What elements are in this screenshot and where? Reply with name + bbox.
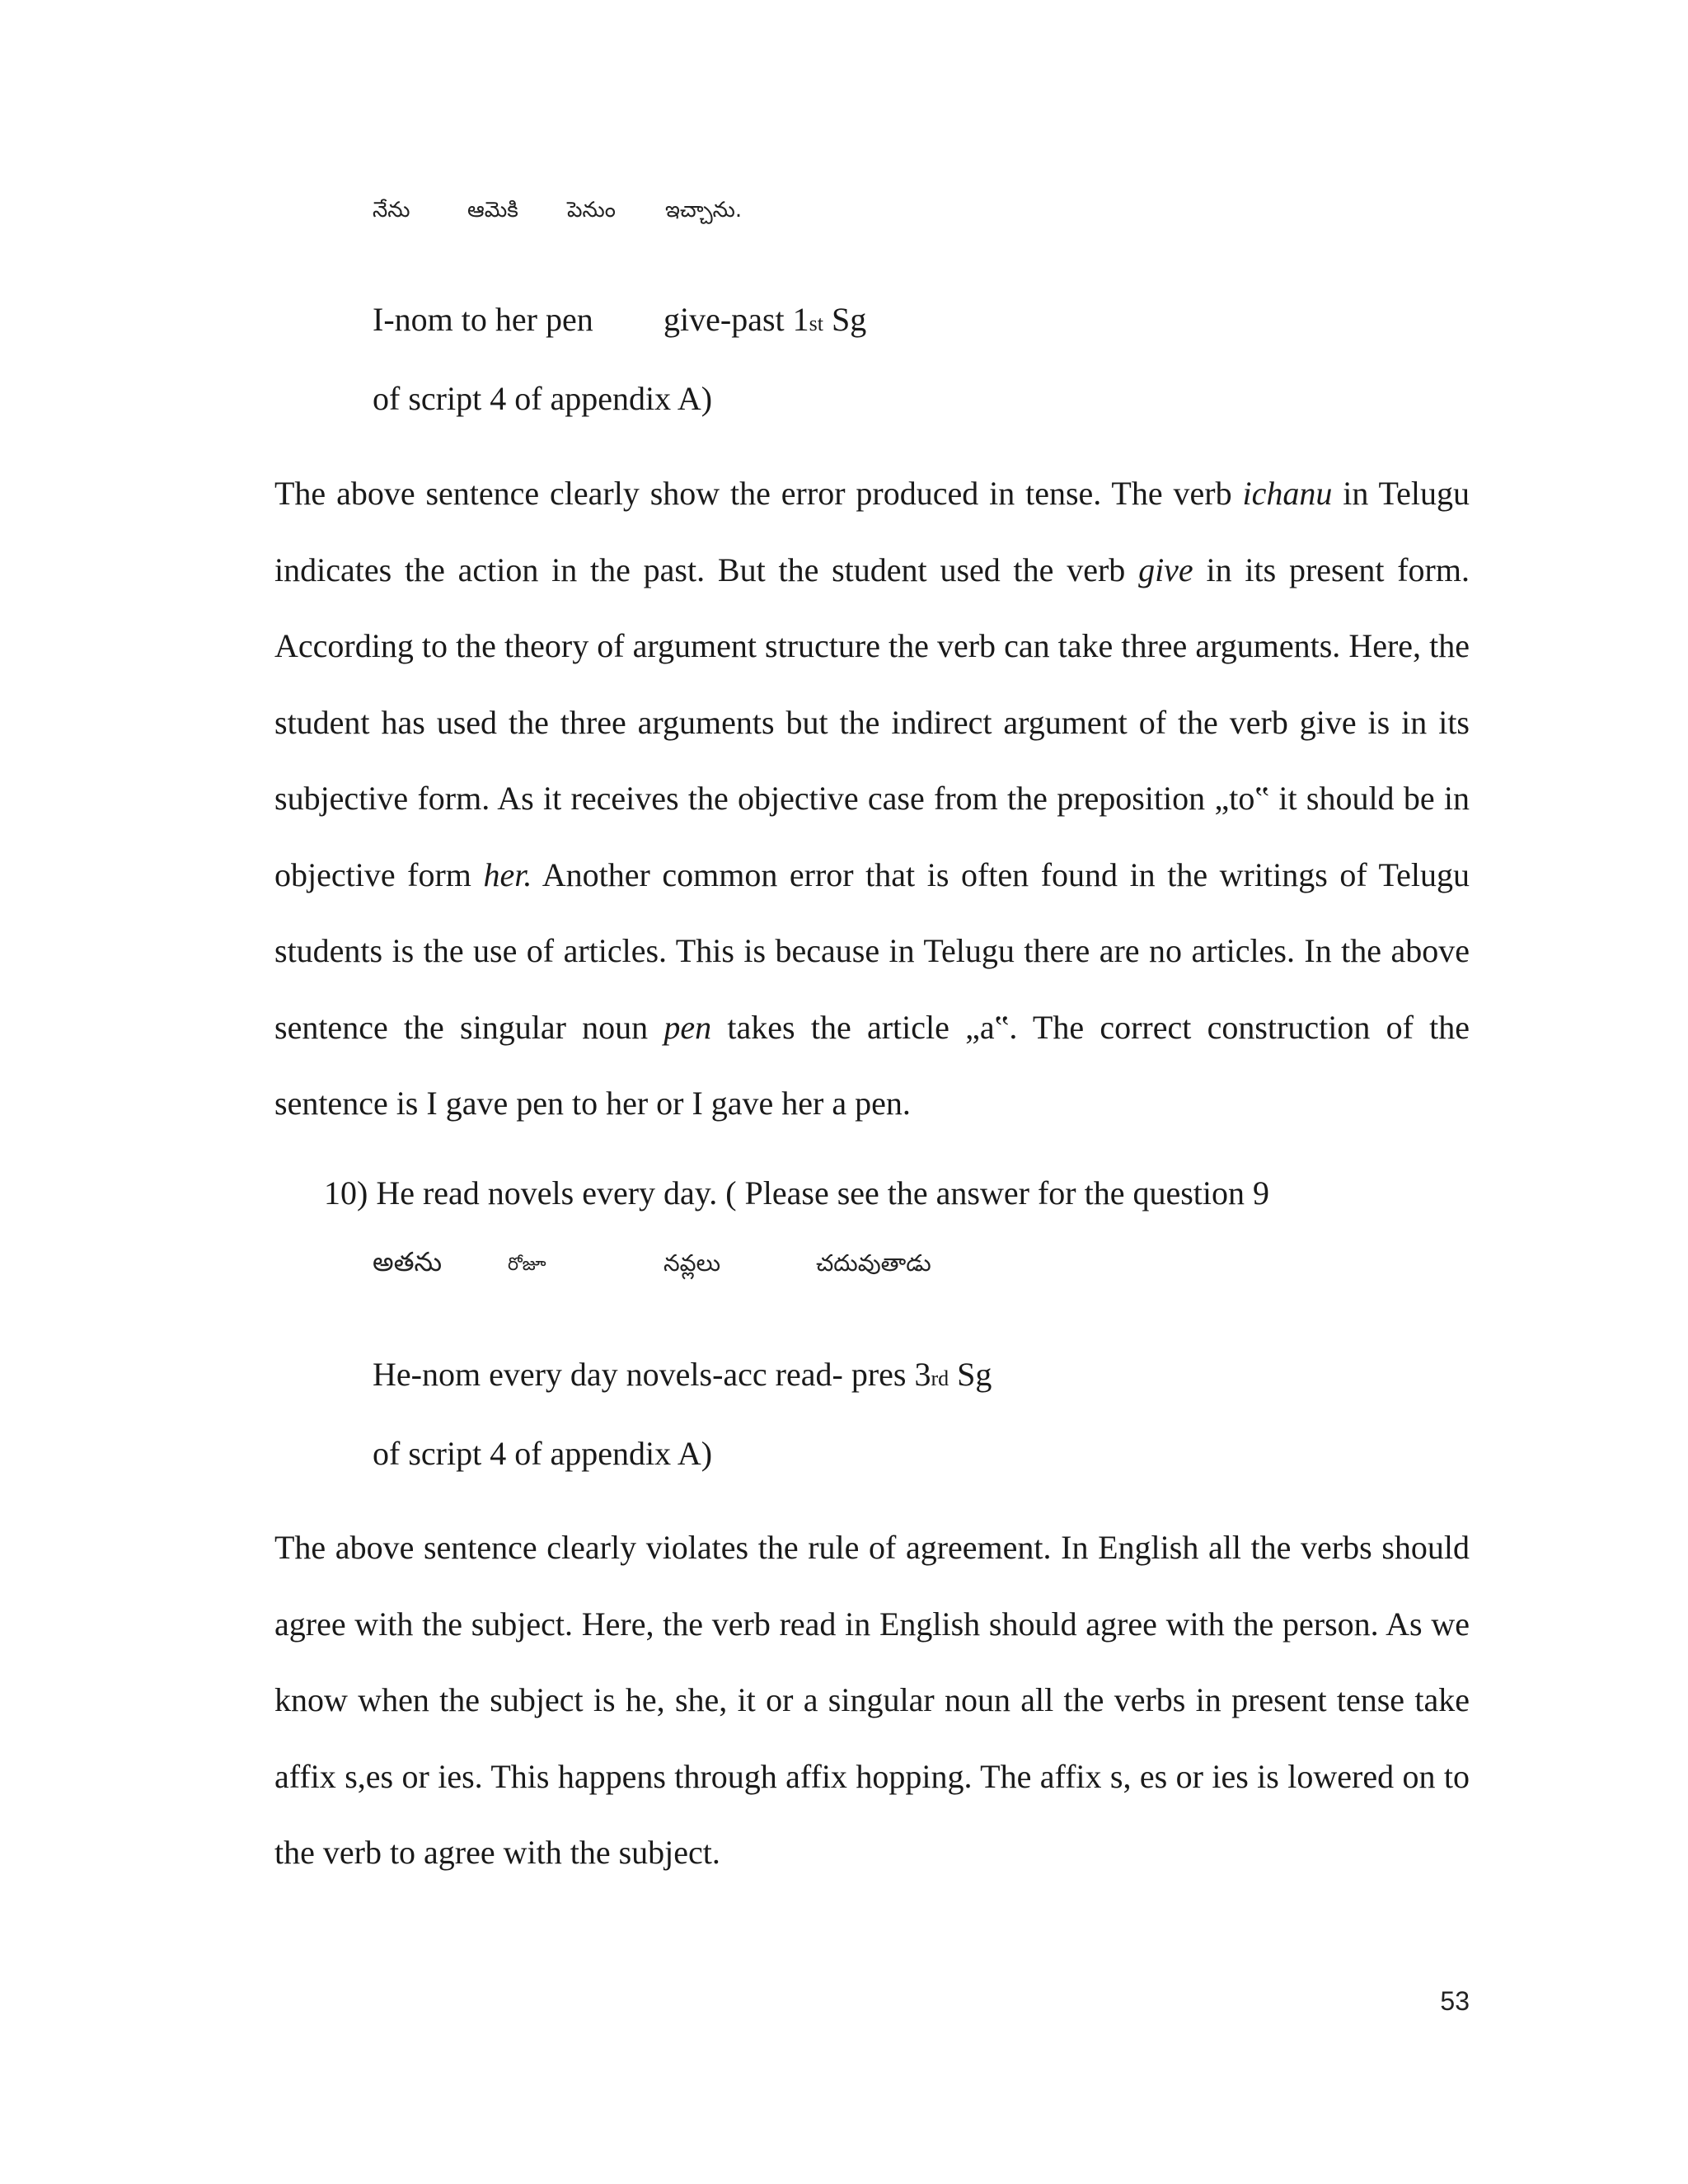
example-10-heading: 10) He read novels every day. ( Please see the answer for the question 9 <box>324 1174 1269 1212</box>
telugu-word: చదువుతాడు <box>816 1249 931 1277</box>
paragraph-line: know when the subject is he, she, it or a singular noun all the verbs in present tense take <box>274 1681 1470 1718</box>
page-number: 53 <box>1440 1986 1470 2016</box>
telugu-word: నేను <box>373 198 410 223</box>
telugu-word: ఇచ్చాను. <box>665 198 743 223</box>
reference-line-9: of script 4 of appendix A) <box>373 380 713 417</box>
paragraph-line: indicates the action in the past. But the student used the verb give in its present form. <box>274 551 1470 588</box>
paragraph-line: subjective form. As it receives the objective case from the preposition „to‟ it should be in <box>274 780 1470 817</box>
gloss-part: Sg <box>823 301 867 338</box>
gloss-line-10 <box>373 1358 992 1391</box>
telugu-word: అతను <box>373 1246 443 1277</box>
gloss-part: Sg <box>949 1356 992 1393</box>
gloss-superscript: rd <box>931 1366 950 1390</box>
paragraph-line: affix s,es or ies. This happens through affix hopping. The affix s, es or ies is lowered on to <box>274 1757 1470 1795</box>
telugu-word: ఆమెకి <box>467 198 518 223</box>
paragraph-line: agree with the subject. Here, the verb read in English should agree with the person. As we <box>274 1605 1470 1643</box>
paragraph-2 <box>274 1510 1470 1891</box>
telugu-word: రోజూ <box>508 1254 546 1275</box>
telugu-word: నవ్లలు <box>663 1249 721 1277</box>
paragraph-line: According to the theory of argument structure the verb can take three arguments. Here, the <box>274 627 1470 664</box>
paragraph-line: objective form her. Another common error that is often found in the writings of Telugu <box>274 855 1470 893</box>
paragraph-line: The above sentence clearly show the error produced in tense. The verb ichanu in Telugu <box>274 475 1470 512</box>
reference-line-10: of script 4 of appendix A) <box>373 1435 713 1472</box>
gloss-part: I-nom to her pen <box>373 301 593 338</box>
gloss-superscript: st <box>809 312 823 335</box>
gloss-verb-9 <box>663 303 866 336</box>
paragraph-line: sentence the singular noun pen takes the article „a‟. The correct construction of the <box>274 1008 1470 1046</box>
paragraph-1 <box>274 456 1470 1142</box>
telugu-word: పెనుం <box>567 198 616 223</box>
paragraph-line: The above sentence clearly violates the rule of agreement. In English all the verbs should <box>274 1529 1470 1566</box>
gloss-part: give-past 1 <box>663 301 809 338</box>
paragraph-line: students is the use of articles. This is because in Telugu there are no articles. In the above <box>274 932 1470 969</box>
gloss-line-9 <box>373 303 593 336</box>
paragraph-line: student has used the three arguments but the indirect argument of the verb give is in its <box>274 703 1470 741</box>
gloss-part: He-nom every day novels-acc read- pres 3 <box>373 1356 931 1393</box>
paragraph-line: the verb to agree with the subject. <box>274 1834 720 1871</box>
paragraph-line: sentence is I gave pen to her or I gave her a pen. <box>274 1085 911 1122</box>
